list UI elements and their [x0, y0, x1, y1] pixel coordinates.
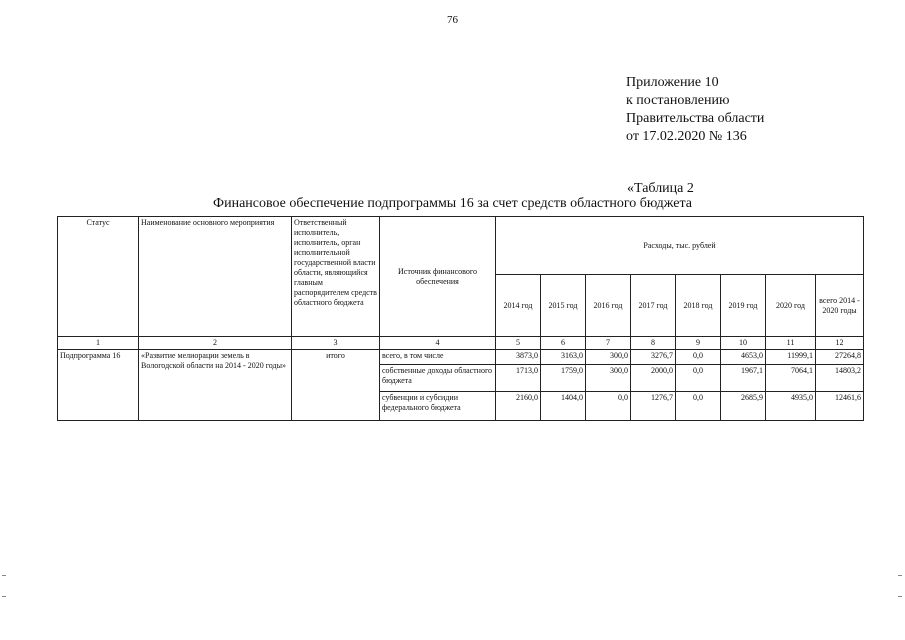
header-year: 2019 год — [721, 275, 766, 337]
appendix-line: от 17.02.2020 № 136 — [626, 129, 747, 144]
value-cell: 11999,1 — [766, 350, 816, 365]
value-cell: 3873,0 — [496, 350, 541, 365]
scan-mark — [2, 596, 6, 597]
column-number: 5 — [496, 337, 541, 350]
row-executor: итого — [292, 350, 380, 421]
value-cell: 7064,1 — [766, 365, 816, 392]
value-cell: 2000,0 — [631, 365, 676, 392]
value-cell: 1276,7 — [631, 392, 676, 421]
column-number: 2 — [139, 337, 292, 350]
value-cell-total: 12461,6 — [816, 392, 864, 421]
source-label: субвенции и субсидии федерального бюджета — [380, 392, 496, 421]
header-year: 2015 год — [541, 275, 586, 337]
column-number: 12 — [816, 337, 864, 350]
column-number: 6 — [541, 337, 586, 350]
appendix-line: Приложение 10 — [626, 75, 719, 90]
value-cell: 2685,9 — [721, 392, 766, 421]
source-label: всего, в том числе — [380, 350, 496, 365]
value-cell: 1713,0 — [496, 365, 541, 392]
table-label: «Таблица 2 — [627, 181, 694, 196]
scan-mark — [898, 575, 902, 576]
appendix-line: Правительства области — [626, 111, 765, 126]
header-expenses: Расходы, тыс. рублей — [496, 217, 864, 275]
value-cell: 1759,0 — [541, 365, 586, 392]
value-cell: 3276,7 — [631, 350, 676, 365]
value-cell: 2160,0 — [496, 392, 541, 421]
table-row — [58, 350, 864, 365]
header-name: Наименование основного мероприятия — [139, 217, 292, 337]
value-cell-total: 14803,2 — [816, 365, 864, 392]
header-executor: Ответственный исполнитель, исполнитель, орган исполнительной государственной власти области, являющийся главным распорядителем средств областного бюджета — [292, 217, 380, 337]
header-year: 2016 год — [586, 275, 631, 337]
header-year: 2017 год — [631, 275, 676, 337]
scan-mark — [898, 596, 902, 597]
page-number: 76 — [447, 14, 458, 26]
value-cell: 0,0 — [676, 392, 721, 421]
column-number: 10 — [721, 337, 766, 350]
column-number: 7 — [586, 337, 631, 350]
value-cell: 3163,0 — [541, 350, 586, 365]
source-label: собственные доходы областного бюджета — [380, 365, 496, 392]
document-title: Финансовое обеспечение подпрограммы 16 за счет средств областного бюджета — [213, 196, 692, 211]
column-number: 11 — [766, 337, 816, 350]
value-cell: 300,0 — [586, 350, 631, 365]
header-year: 2014 год — [496, 275, 541, 337]
column-number: 8 — [631, 337, 676, 350]
value-cell: 300,0 — [586, 365, 631, 392]
appendix-line: к постановлению — [626, 93, 730, 108]
budget-table — [57, 216, 864, 421]
value-cell: 0,0 — [676, 365, 721, 392]
row-name: «Развитие мелиорации земель в Вологодской области на 2014 - 2020 годы» — [139, 350, 292, 421]
column-number: 4 — [380, 337, 496, 350]
value-cell: 0,0 — [586, 392, 631, 421]
row-status: Подпрограмма 16 — [58, 350, 139, 421]
column-number: 1 — [58, 337, 139, 350]
column-number: 9 — [676, 337, 721, 350]
header-status: Статус — [58, 217, 139, 337]
header-source: Источник финансового обеспечения — [380, 217, 496, 337]
appendix-block — [626, 74, 764, 146]
scan-mark — [2, 575, 6, 576]
value-cell: 4935,0 — [766, 392, 816, 421]
value-cell: 1967,1 — [721, 365, 766, 392]
header-year-total: всего 2014 - 2020 годы — [816, 275, 864, 337]
value-cell: 1404,0 — [541, 392, 586, 421]
value-cell-total: 27264,8 — [816, 350, 864, 365]
value-cell: 4653,0 — [721, 350, 766, 365]
column-number-row — [58, 337, 864, 350]
value-cell: 0,0 — [676, 350, 721, 365]
header-year: 2018 год — [676, 275, 721, 337]
column-number: 3 — [292, 337, 380, 350]
header-year: 2020 год — [766, 275, 816, 337]
